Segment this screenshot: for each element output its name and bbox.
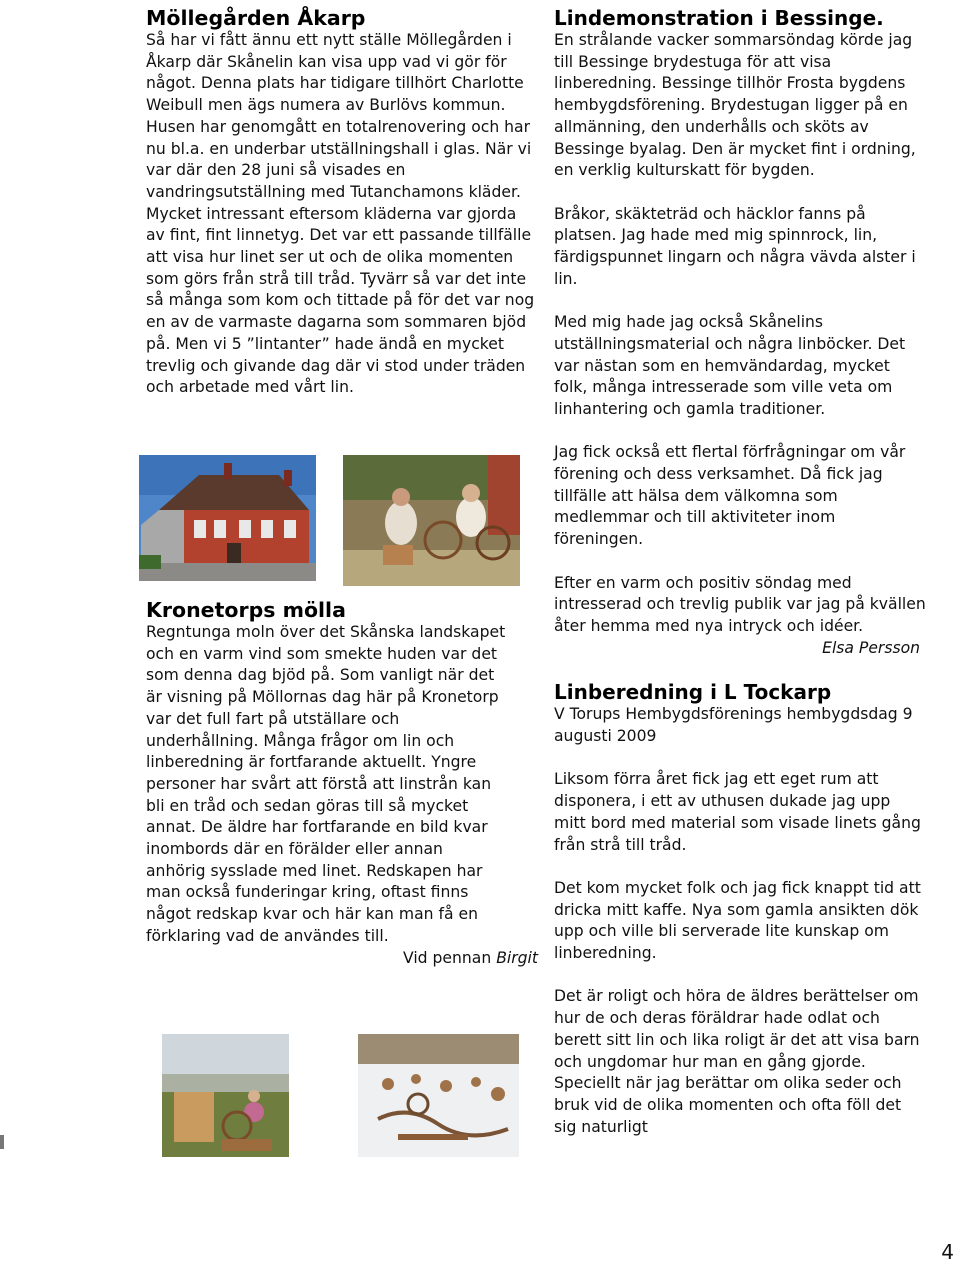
article-paragraph: Med mig hade jag också Skånelins utställningsmaterial och några linböcker. Det var nästan som en hemvändardag, mycket folk, många intresserade som ville veta om linhantering och gamla traditioner. [554, 313, 906, 418]
field-photo [162, 1034, 289, 1157]
page-number: 4 [941, 1240, 954, 1264]
tools-photo [358, 1034, 519, 1157]
article-kronetorp [146, 598, 538, 969]
article-subtitle: V Torups Hembygdsförenings hembygdsdag 9 augusti 2009 [554, 705, 913, 746]
article-body: Regntunga moln över det Skånska landskapet och en varm vind som smekte huden var det som denna dag bjöd på. Som vanligt när det är visning på Möllornas dag här på Kronetorp var det full fart på utställare och underhållning. Många frågor om lin och linberedning är fortfarande aktuellt. Yngre personer har svårt att förstå att linstrån kan bli en tråd och sedan göras till så mycket annat. De äldre har fortfarande en bild kvar inombords där en förälder eller annan anhörig sysslade med linet. Redskapen har man också funderingar kring, oftast finns något redskap kvar och här kan man få en förklaring vad de användes till. [146, 623, 506, 945]
article-paragraph: Det är roligt och höra de äldres berättelser om hur de och deras föräldrar hade odlat och berett sitt lin och lika roligt är det att visa barn och ungdomar hur man en gång gjorde. Speciellt när jag berättar om olika seder och bruk vid de olika momenten och ofta föll det sig naturligt [554, 987, 920, 1136]
article-title: Kronetorps mölla [146, 598, 346, 622]
article-mollegarden [146, 6, 538, 399]
right-column [554, 6, 926, 1138]
article-signature: Elsa Persson [822, 638, 920, 657]
article-paragraph: Efter en varm och positiv söndag med intresserad och trevlig publik var jag på kvällen åter hemma med nya intryck och idéer. [554, 573, 926, 635]
house-photo [139, 455, 316, 581]
article-title: Möllegården Åkarp [146, 6, 366, 30]
article-title: Linberedning i L Tockarp [554, 680, 832, 705]
article-title: Lindemonstration i Bessinge. [554, 6, 884, 30]
spinning-photo [343, 455, 520, 586]
article-paragraph: Det kom mycket folk och jag fick knappt tid att dricka mitt kaffe. Nya som gamla ansikten dök upp och ville bli serverade lite kunskap om linberedning. [554, 878, 921, 963]
article-paragraph: Liksom förra året fick jag ett eget rum att disponera, i ett av uthusen dukade jag upp mitt bord med material som visade linets gång från strå till tråd. [554, 770, 921, 854]
article-body: Så har vi fått ännu ett nytt ställe Möllegården i Åkarp där Skånelin kan visa upp vad vi gör för något. Denna plats har tidigare tillhört Charlotte Weibull men ägs numera av Burlövs kommun. Husen har genomgått en totalrenovering och har nu bl.a. en underbar utställningshall i glas. När vi var där den 28 juni så visades en vandringsutställning med Tutanchamons kläder. Mycket intressant eftersom kläderna var gjorda av fint, fint linnetyg. Det var ett passande tillfälle att visa hur linet ser ut och de olika momenten som görs från strå till tråd. Tyvärr så var det inte så många som kom och tittade på för det var nog en av de varmaste dagarna som sommaren bjöd på. Men vi 5 ”lintanter” hade ändå en mycket trevlig och givande dag där vi stod under träden och arbetade med vårt lin. [146, 31, 535, 397]
article-paragraph: Jag fick också ett flertal förfrågningar om vår förening och dess verksamhet. Då fick jag tillfälle att hälsa dem välkomna som medlemmar och till aktiviteter inom föreningen. [554, 443, 906, 549]
margin-mark [0, 1135, 4, 1149]
article-paragraph: En strålande vacker sommarsöndag körde jag till Bessinge brydestuga för att visa linberedning. Bessinge tillhör Frosta bygdens hembygdsförening. Brydestugan ligger på en allmänning, den underhålls och sköts av Bessinge byalag. Den är mycket fint i ordning, en verklig kulturskatt för bygden. [554, 31, 916, 180]
article-signature: Vid pennan Birgit [403, 948, 538, 967]
article-paragraph: Bråkor, skäkteträd och häcklor fanns på platsen. Jag hade med mig spinnrock, lin, färdigspunnet lingarn och några vävda alster i lin. [554, 204, 916, 288]
article-tockarp [554, 680, 926, 1138]
article-bessinge [554, 6, 926, 659]
